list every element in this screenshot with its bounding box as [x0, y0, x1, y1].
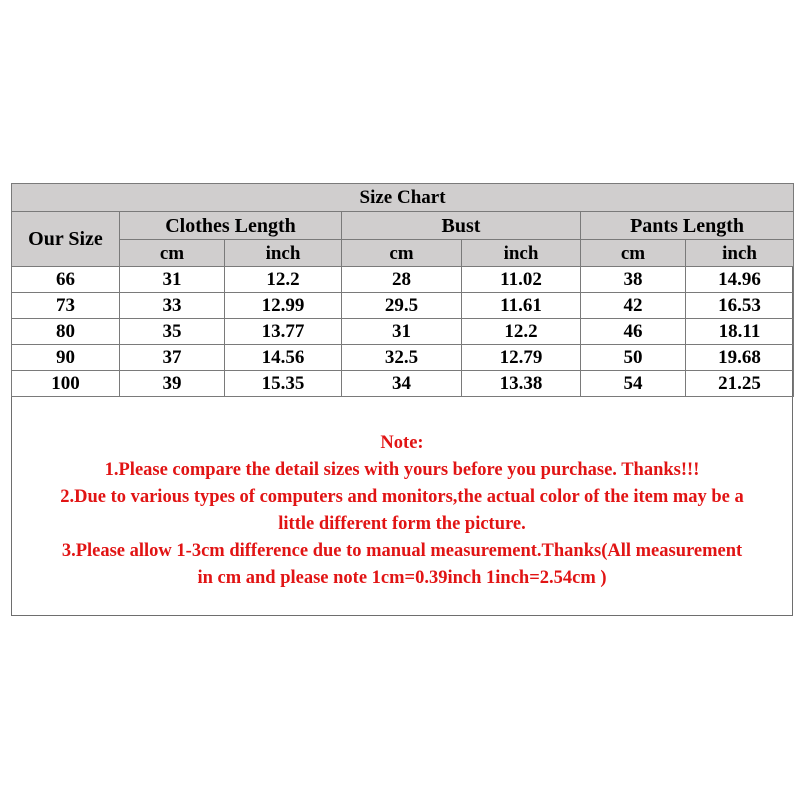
size-cell: 90 — [12, 345, 120, 371]
table-cell: 18.11 — [686, 319, 794, 345]
table-cell: 54 — [581, 371, 686, 397]
table-row — [12, 293, 794, 319]
unit-header: cm — [120, 240, 225, 267]
table-cell: 39 — [120, 371, 225, 397]
table-cell: 13.77 — [225, 319, 342, 345]
note-line: 2.Due to various types of computers and monitors,the actual color of the item may be a — [60, 487, 744, 507]
table-cell: 19.68 — [686, 345, 794, 371]
table-cell: 35 — [120, 319, 225, 345]
table-row — [12, 267, 794, 293]
table-cell: 34 — [342, 371, 462, 397]
table-cell: 50 — [581, 345, 686, 371]
table-row — [12, 319, 794, 345]
note-line: 1.Please compare the detail sizes with yours before you purchase. Thanks!!! — [104, 460, 700, 480]
note-line: little different form the picture. — [278, 514, 526, 534]
table-cell: 42 — [581, 293, 686, 319]
notes-block — [11, 430, 793, 592]
table-cell: 37 — [120, 345, 225, 371]
note-line: 3.Please allow 1-3cm difference due to manual measurement.Thanks(All measurement — [61, 541, 743, 561]
size-cell: 80 — [12, 319, 120, 345]
table-cell: 16.53 — [686, 293, 794, 319]
table-row — [12, 371, 794, 397]
table-cell: 12.79 — [462, 345, 581, 371]
unit-header: cm — [342, 240, 462, 267]
table-cell: 21.25 — [686, 371, 794, 397]
group-header-bust: Bust — [342, 212, 581, 240]
table-cell: 38 — [581, 267, 686, 293]
table-cell: 15.35 — [225, 371, 342, 397]
table-cell: 31 — [342, 319, 462, 345]
size-cell: 73 — [12, 293, 120, 319]
table-cell: 14.56 — [225, 345, 342, 371]
table-cell: 12.2 — [462, 319, 581, 345]
size-cell: 100 — [12, 371, 120, 397]
table-cell: 12.2 — [225, 267, 342, 293]
table-cell: 12.99 — [225, 293, 342, 319]
table-title: Size Chart — [12, 184, 794, 212]
unit-header: inch — [462, 240, 581, 267]
unit-header: inch — [686, 240, 794, 267]
table-cell: 31 — [120, 267, 225, 293]
notes-heading: Note: — [380, 433, 424, 453]
table-row — [12, 345, 794, 371]
our-size-header: Our Size — [12, 212, 120, 267]
table-cell: 11.02 — [462, 267, 581, 293]
table-cell: 13.38 — [462, 371, 581, 397]
size-chart-table — [11, 183, 794, 397]
table-cell: 29.5 — [342, 293, 462, 319]
table-cell: 33 — [120, 293, 225, 319]
table-cell: 32.5 — [342, 345, 462, 371]
unit-header: cm — [581, 240, 686, 267]
unit-header: inch — [225, 240, 342, 267]
table-cell: 14.96 — [686, 267, 794, 293]
group-header-pants-length: Pants Length — [581, 212, 794, 240]
size-cell: 66 — [12, 267, 120, 293]
note-line: in cm and please note 1cm=0.39inch 1inch=2.54cm ) — [197, 568, 607, 588]
table-cell: 46 — [581, 319, 686, 345]
table-cell: 11.61 — [462, 293, 581, 319]
table-cell: 28 — [342, 267, 462, 293]
group-header-clothes-length: Clothes Length — [120, 212, 342, 240]
